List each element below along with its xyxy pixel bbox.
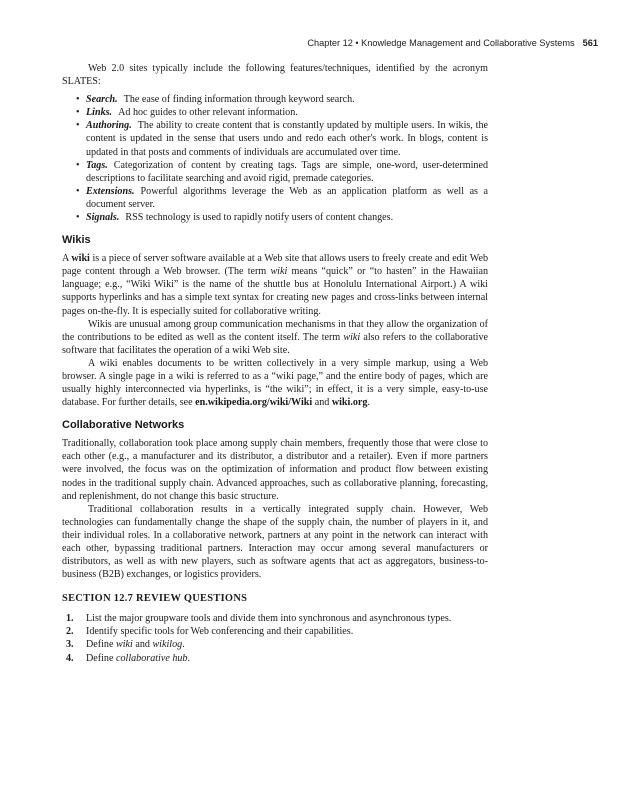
collab-paragraph-2: Traditional collaboration results in a vertically integrated supply chain. However, Web technologies can fundamentally change the shape of the supply chain, the number of players in it, and their individual roles. In a collaborative network, partners at any point in the network can interact with each other, bypassing traditional partners. Interaction may occur among several manufacturers or distributors, as well as with new players, such as software agents that act as aggregators, business-to-business (B2B) exchanges, or logistics providers. [62,503,488,581]
list-item: 2. Identify specific tools for Web conferencing and their capabilities. [66,626,354,638]
wikis-heading: Wikis [62,234,91,247]
list-item: • Extensions. Powerful algorithms leverage the Web as an application platform as well as a document server. [76,185,488,210]
list-item: 1. List the major groupware tools and divide them into synchronous and asynchronous types. [66,613,452,625]
intro-paragraph: Web 2.0 sites typically include the following features/techniques, identified by the acronym SLATES: [62,63,488,88]
page-number: 561 [582,38,598,48]
list-item: • Links. Ad hoc guides to other relevant information. [76,107,298,119]
running-title: Chapter 12 • Knowledge Management and Collaborative Systems [307,38,575,48]
page-body [62,38,488,665]
collab-heading: Collaborative Networks [62,419,185,432]
review-questions [62,612,488,664]
list-item: • Authoring. The ability to create content that is constantly updated by multiple users. In wikis, the content is updated in the sense that users undo and redo each other's work. In blogs, content is updated in that posts and comments of individuals are accumulated over time. [76,120,488,158]
wikis-paragraph-1: A wiki is a piece of server software available at a Web site that allows users to freely create and edit Web page content through a Web browser. (The term wiki means “quick” or “to hasten” in the Hawaiian language; e.g., “Wiki Wiki” is the name of the shuttle bus at Honolulu International Airport.) A wiki supports hyperlinks and has a simple text syntax for creating new pages and cross-links between internal pages on-the-fly. It is especially suited for collaborative writing. [62,253,488,317]
wikis-paragraph-2: Wikis are unusual among group communication mechanisms in that they allow the organization of the contributions to be edited as well as the content itself. The term wiki also refers to the collaborative software that facilitates the operation of a wiki Web site. [62,318,488,356]
slates-list [62,93,488,224]
list-item: • Search. The ease of finding information through keyword search. [76,94,355,106]
review-heading: SECTION 12.7 REVIEW QUESTIONS [62,593,248,605]
list-item: 3. Define wiki and wikilog. [66,639,185,651]
wiki-org-link[interactable]: wiki.org [331,397,368,409]
wikipedia-link[interactable]: en.wikipedia.org/wiki/Wiki [195,397,313,409]
collab-paragraph-1: Traditionally, collaboration took place among supply chain members, frequently those that were close to each other (e.g., a manufacturer and its distributor, a distributor and a retailer). Even if more partners were involved, the focus was on the optimization of information and product flow between existing nodes in the traditional supply chain. Advanced approaches, such as collaborative planning, forecasting, and replenishment, do not change this basic structure. [62,438,488,502]
list-item: • Tags. Categorization of content by creating tags. Tags are simple, one-word, user-determined descriptions to facilitate searching and avoid rigid, premade categories. [76,159,488,184]
list-item: • Signals. RSS technology is used to rapidly notify users of content changes. [76,212,394,224]
wikis-paragraph-3: A wiki enables documents to be written collectively in a very simple markup, using a Web browser. A single page in a wiki is referred to as a “wiki page,” and the entire body of pages, which are usually highly interconnected via hyperlinks, is “the wiki”; in effect, it is a very simple, easy-to-use database. For further details, see en.wikipedia.org/wiki/Wiki and wiki.org. [62,357,488,409]
list-item: 4. Define collaborative hub. [66,652,191,664]
